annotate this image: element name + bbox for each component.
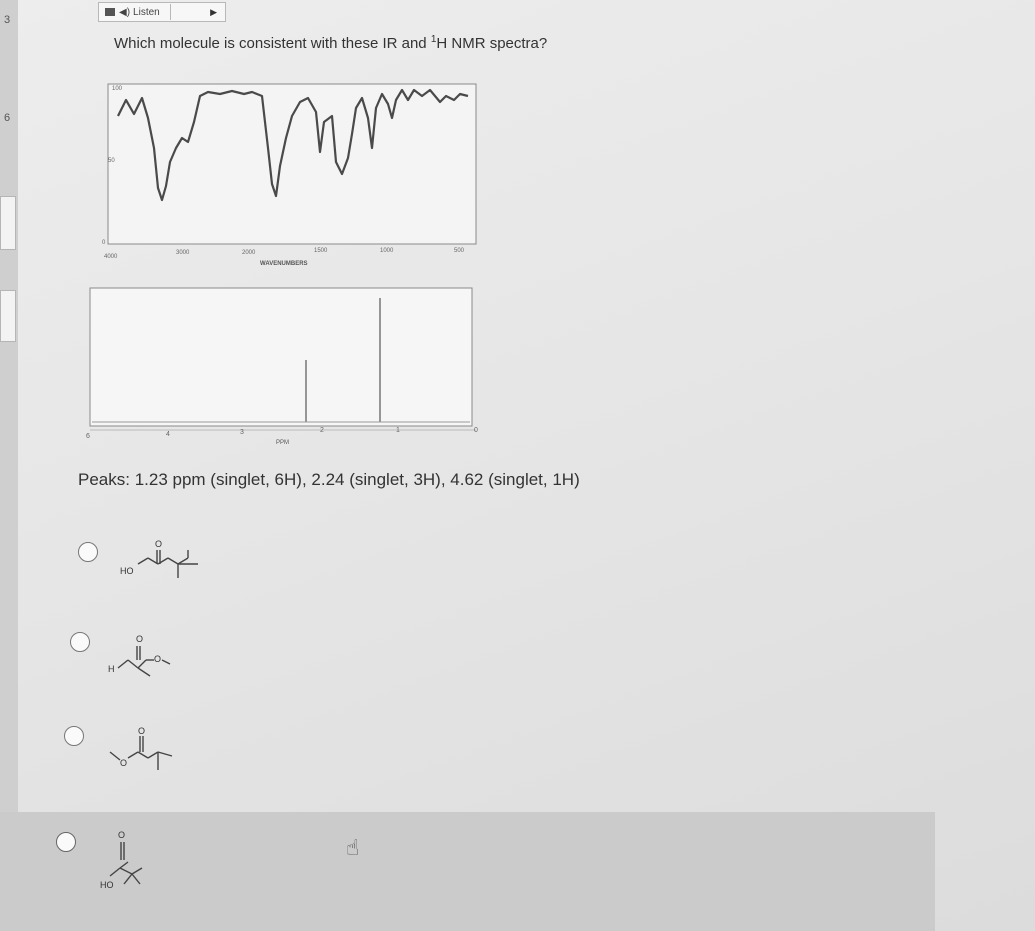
divider [170,4,171,20]
ir-x-tick: 1000 [380,248,394,254]
ir-y-label-0: 0 [102,240,106,246]
nmr-x-tick: 6 [86,433,90,440]
ir-spectrum [96,78,480,270]
nmr-x-title: PPM [276,440,290,446]
radio-button[interactable] [64,726,84,746]
radio-button[interactable] [56,832,76,852]
atom-label: O [118,830,126,840]
nmr-x-tick: 1 [396,427,400,434]
molecule-option-4 [80,828,190,892]
nmr-x-tick: 4 [166,431,170,438]
ir-x-tick: 3000 [176,250,190,256]
nmr-plot-frame [90,288,472,426]
answer-option-3[interactable] [64,722,208,776]
listen-label: Listen [133,6,160,18]
molecule-option-1 [102,538,232,588]
atom-label: O [155,539,163,549]
nmr-x-tick: 2 [320,427,324,434]
molecule-option-2 [94,628,214,682]
radio-button[interactable] [70,632,90,652]
ir-x-title: WAVENUMBERS [260,261,308,267]
ir-plot-frame [108,84,476,244]
atom-label: HO [100,880,114,890]
side-tab[interactable] [0,196,16,250]
speaker-icon: ◀) [119,6,131,18]
ir-x-tick: 4000 [104,254,118,260]
side-number-3[interactable]: 3 [4,14,11,26]
peaks-text: Peaks: 1.23 ppm (singlet, 6H), 2.24 (singlet, 3H), 4.62 (singlet, 1H) [78,470,580,489]
ir-x-tick: 1500 [314,248,328,254]
grid-icon [105,8,115,16]
side-tab[interactable] [0,290,16,342]
question-text: Which molecule is consistent with these IR and $^1$H NMR spectra? [114,34,548,52]
atom-label: O [136,634,144,644]
atom-label: H [108,664,115,674]
listen-toolbar[interactable] [98,2,226,22]
molecule-option-3 [88,722,208,776]
hand-pointer-icon: ☝ [346,835,360,860]
nmr-x-tick: 3 [240,429,244,436]
atom-label: O [154,654,162,664]
ir-x-tick: 500 [454,248,465,254]
answer-option-4[interactable] [56,828,190,892]
atom-label: O [138,726,146,736]
nmr-spectrum [80,282,490,450]
ir-y-label-50: 50 [108,158,115,164]
side-number-6[interactable]: 6 [4,112,11,124]
side-navigation-strip [0,0,18,931]
nmr-x-tick: 0 [474,427,478,434]
ir-y-label-100: 100 [112,86,123,92]
ir-x-tick: 2000 [242,250,256,256]
radio-button[interactable] [78,542,98,562]
play-icon[interactable]: ▶ [210,6,217,17]
answer-option-1[interactable] [78,538,232,588]
atom-label: O [120,758,128,768]
answer-option-2[interactable] [70,628,214,682]
atom-label: HO [120,566,134,576]
